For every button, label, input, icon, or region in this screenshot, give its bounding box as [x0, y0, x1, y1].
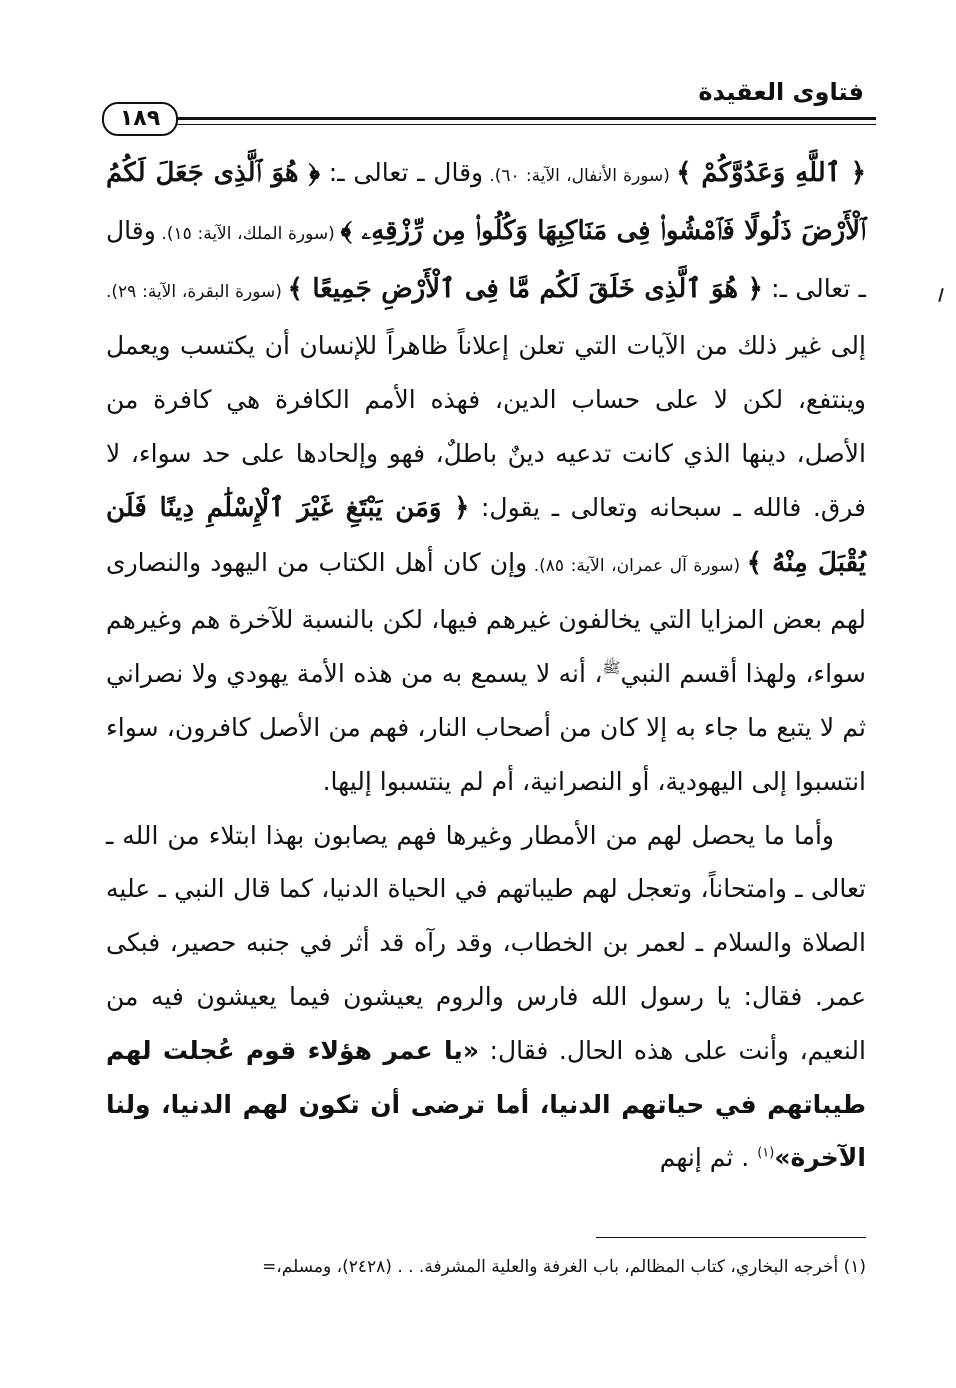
verse-reference: (سورة آل عمران، الآية: ٨٥).: [527, 555, 747, 576]
verse-reference: (سورة الأنفال، الآية: ٦٠).: [483, 166, 677, 186]
body-text-run: . ثم إنهم: [659, 1143, 758, 1173]
salutation-glyph: ﷺ: [602, 658, 621, 677]
hadith-quote: «يا عمر هؤلاء قوم عُجلت لهم طيباتهم في حياتهم الدنيا، أما ترضى أن تكون لهم الدنيا، ولنا الآخرة»: [106, 1035, 866, 1173]
paragraph-1: [106, 146, 866, 809]
body-text-run: وقال ـ تعالى ـ:: [320, 158, 484, 187]
quran-verse: ﴿ ٱللَّهِ وَعَدُوَّكُمْ ﴾: [676, 158, 866, 188]
margin-mark: [938, 288, 944, 302]
body-text-run: ، أنه لا يسمع به من هذه الأمة يهودي ولا نصراني ثم لا يتبع ما جاء به إلا كان من أصحاب النار، فهم من الأصل كافرون، سواء انتسبوا إلى اليهودية، أو النصرانية، أم لم ينتسبوا إليها.: [106, 659, 866, 796]
body-text-run: وإن كان أهل الكتاب من اليهود والنصارى لهم بعض المزايا التي يخالفون غيرهم فيها، لكن بالنسبة للآخرة هم وغيرهم سواء، ولهذا أقسم النبي: [106, 547, 866, 689]
page-number: ١٨٩: [102, 102, 178, 136]
verse-reference: (سورة البقرة، الآية: ٢٩).: [106, 281, 288, 302]
quran-verse: ﴿ هُوَ ٱلَّذِى جَعَلَ لَكُمُ ٱلْأَرْضَ ذَلُولًا فَٱمْشُوا۟ فِى مَنَاكِبِهَا وَكُلُوا۟ مِن رِّزْقِهِۦ ﴾: [106, 158, 866, 246]
verse-reference: (سورة الملك، الآية: ١٥).: [155, 223, 341, 244]
footnote-marker[interactable]: (١): [757, 1146, 775, 1162]
footnote: (١) أخرجه البخاري، كتاب المظالم، باب الغرفة والعلية المشرفة. . . (٢٤٢٨)، ومسلم،=: [262, 1257, 866, 1277]
footnote-rule: [596, 1237, 866, 1238]
running-title: فتاوى العقيدة: [698, 78, 864, 106]
body-text: [106, 146, 866, 1185]
body-text-run: وأما ما يحصل لهم من الأمطار وغيرها فهم يصابون بهذا ابتلاء من الله ـ تعالى ـ وامتحاناً، وتعجل لهم طيباتهم في الحياة الدنيا، كما قال النبي ـ عليه الصلاة والسلام ـ لعمر بن الخطاب، وقد رآه قد أثر في جنبه حصير، فبكى عمر. فقال: يا رسول الله فارس والروم يعيشون فيما يعيشون فيه من النعيم، وأنت على هذه الحال. فقال:: [106, 820, 866, 1065]
body-text-run: وقال ـ تعالى ـ:: [106, 215, 866, 303]
quran-verse: ﴿ وَمَن يَبْتَغِ غَيْرَ ٱلْإِسْلَٰمِ دِينًا فَلَن يُقْبَلَ مِنْهُ ﴾: [106, 492, 866, 578]
header-rule: [170, 117, 876, 125]
paragraph-2: [106, 809, 866, 1186]
quran-verse: ﴿ هُوَ ٱلَّذِى خَلَقَ لَكُم مَّا فِى ٱلْأَرْضِ جَمِيعًا ﴾: [287, 273, 763, 304]
body-text-run: إلى غير ذلك من الآيات التي تعلن إعلاناً ظاهراً للإنسان أن يكتسب ويعمل وينتفع، لكن لا على حساب الدين، فهذه الأمم الكافرة هي كافرة من الأصل، دينها الذي كانت تدعيه دينٌ باطلٌ، فهو وإلحادها على حد سواء، لا فرق. فالله ـ سبحانه وتعالى ـ يقول:: [106, 331, 867, 522]
